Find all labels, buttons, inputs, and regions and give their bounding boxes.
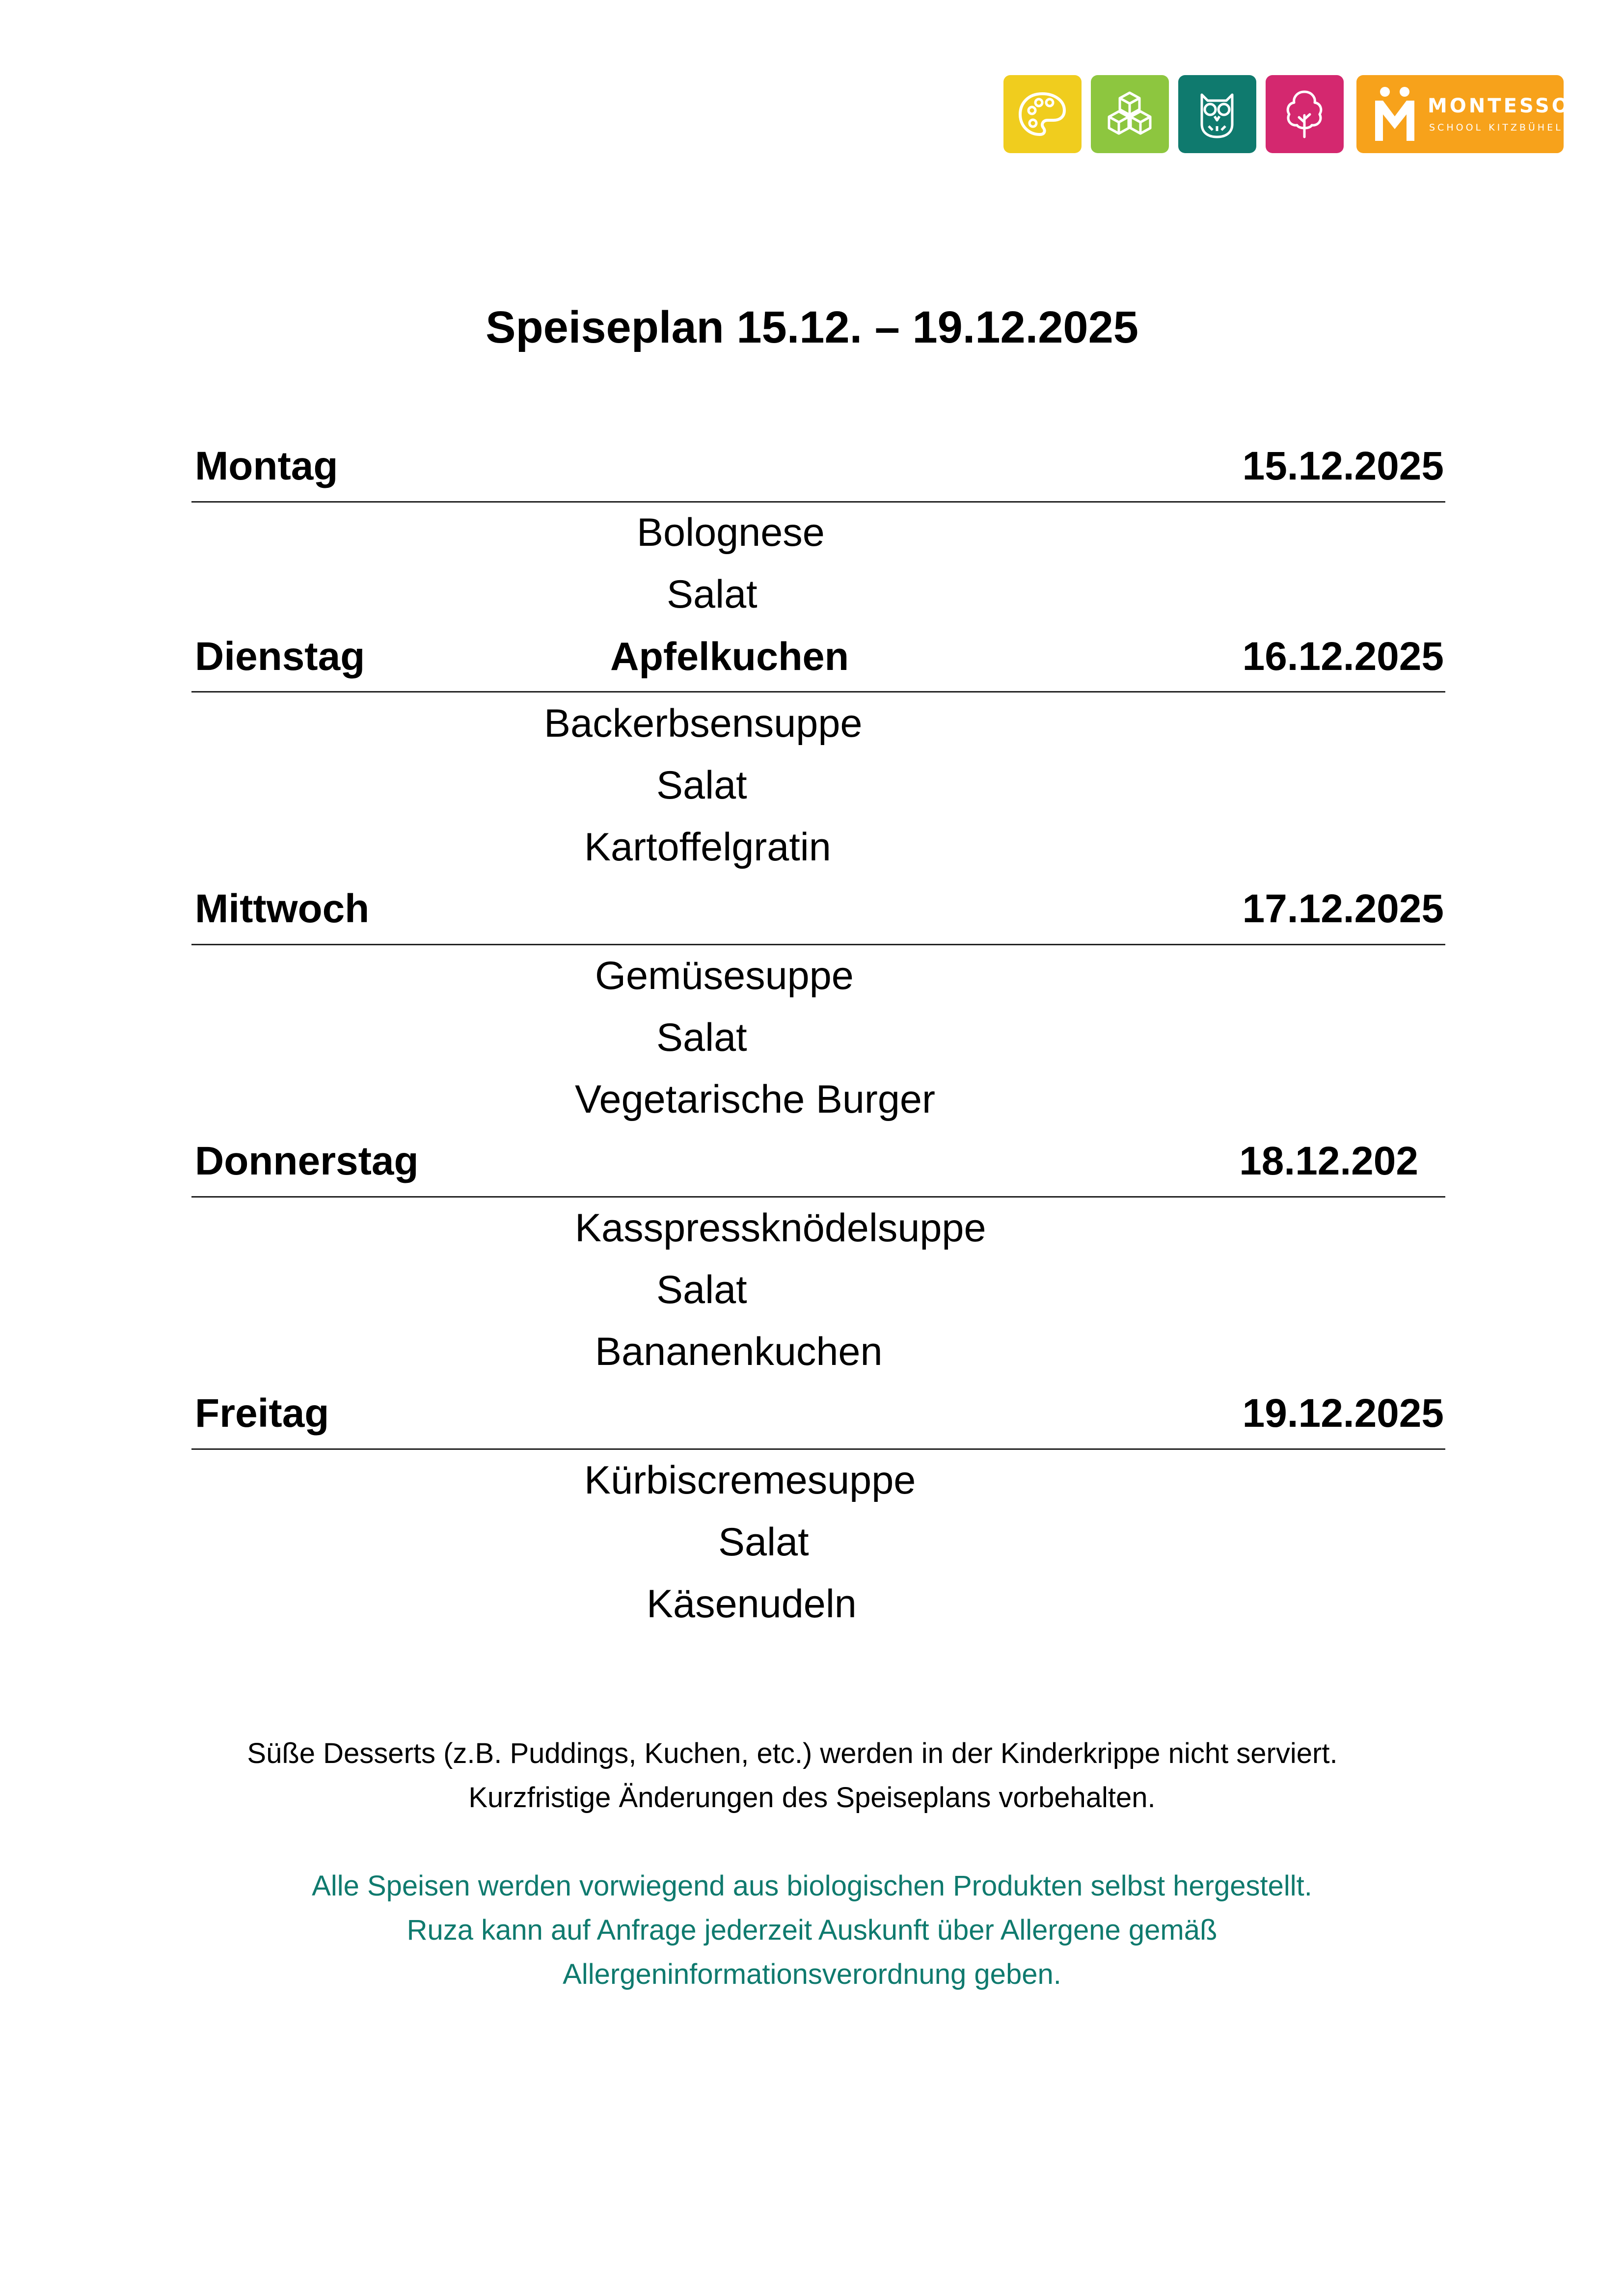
note-bio: Alle Speisen werden vorwiegend aus biologischen Produkten selbst hergestellt. bbox=[312, 1870, 1312, 1902]
day-divider bbox=[191, 1196, 1445, 1198]
owl-icon bbox=[1178, 75, 1256, 153]
logo-wordmark bbox=[1356, 75, 1598, 153]
montessori-figure-icon bbox=[1370, 86, 1419, 143]
dish: Kasspressknödelsuppe bbox=[575, 1206, 986, 1250]
dish: Gemüsesuppe bbox=[595, 954, 854, 998]
dish: Bolognese bbox=[637, 510, 825, 555]
logo-tile-cubes bbox=[1091, 75, 1169, 153]
day-name-donnerstag: Donnerstag bbox=[195, 1139, 419, 1183]
palette-icon bbox=[1003, 75, 1082, 153]
page-title: Speiseplan 15.12. – 19.12.2025 bbox=[486, 302, 1138, 352]
day-name-dienstag: Dienstag bbox=[195, 634, 365, 679]
dish: Backerbsensuppe bbox=[544, 701, 863, 746]
logo-title: MONTESSORI bbox=[1428, 95, 1598, 117]
note-desserts: Süße Desserts (z.B. Puddings, Kuchen, etc.) werden in der Kinderkrippe nicht serviert. bbox=[247, 1737, 1338, 1769]
day-divider bbox=[191, 1448, 1445, 1450]
day-name-mittwoch: Mittwoch bbox=[195, 886, 370, 931]
logo-tile-owl bbox=[1178, 75, 1256, 153]
dish: Käsenudeln bbox=[647, 1582, 857, 1626]
day-date-freitag: 19.12.2025 bbox=[1242, 1391, 1444, 1436]
cubes-icon bbox=[1091, 75, 1169, 153]
day-date-montag: 15.12.2025 bbox=[1242, 444, 1444, 488]
note-allergens: Ruza kann auf Anfrage jederzeit Auskunft über Allergene gemäß bbox=[406, 1914, 1218, 1946]
dish: Salat bbox=[667, 572, 758, 616]
day-name-montag: Montag bbox=[195, 444, 338, 488]
day-date-mittwoch: 17.12.2025 bbox=[1242, 886, 1444, 931]
dish: Salat bbox=[718, 1520, 809, 1564]
day-date-donnerstag: 18.12.202 bbox=[1239, 1139, 1418, 1183]
note-allergen-regulation: Allergeninformationsverordnung geben. bbox=[563, 1958, 1061, 1990]
day-name-freitag: Freitag bbox=[195, 1391, 329, 1436]
logo-tile-palette bbox=[1003, 75, 1082, 153]
dish: Vegetarische Burger bbox=[575, 1077, 935, 1121]
dish: Kürbiscremesuppe bbox=[584, 1458, 916, 1502]
day-divider bbox=[191, 944, 1445, 945]
tree-icon bbox=[1266, 75, 1344, 153]
dish: Salat bbox=[656, 1015, 747, 1060]
dish: Bananenkuchen bbox=[595, 1330, 883, 1374]
dish: Kartoffelgratin bbox=[584, 825, 831, 869]
dish-highlight: Apfelkuchen bbox=[610, 635, 849, 679]
day-date-dienstag: 16.12.2025 bbox=[1242, 634, 1444, 679]
dish: Salat bbox=[656, 763, 747, 807]
dish: Salat bbox=[656, 1268, 747, 1312]
logo-subtitle: SCHOOL KITZBÜHEL bbox=[1429, 122, 1563, 133]
day-divider bbox=[191, 501, 1445, 503]
note-changes: Kurzfristige Änderungen des Speiseplans vorbehalten. bbox=[468, 1782, 1156, 1814]
logo-tile-tree bbox=[1266, 75, 1344, 153]
day-divider bbox=[191, 691, 1445, 693]
